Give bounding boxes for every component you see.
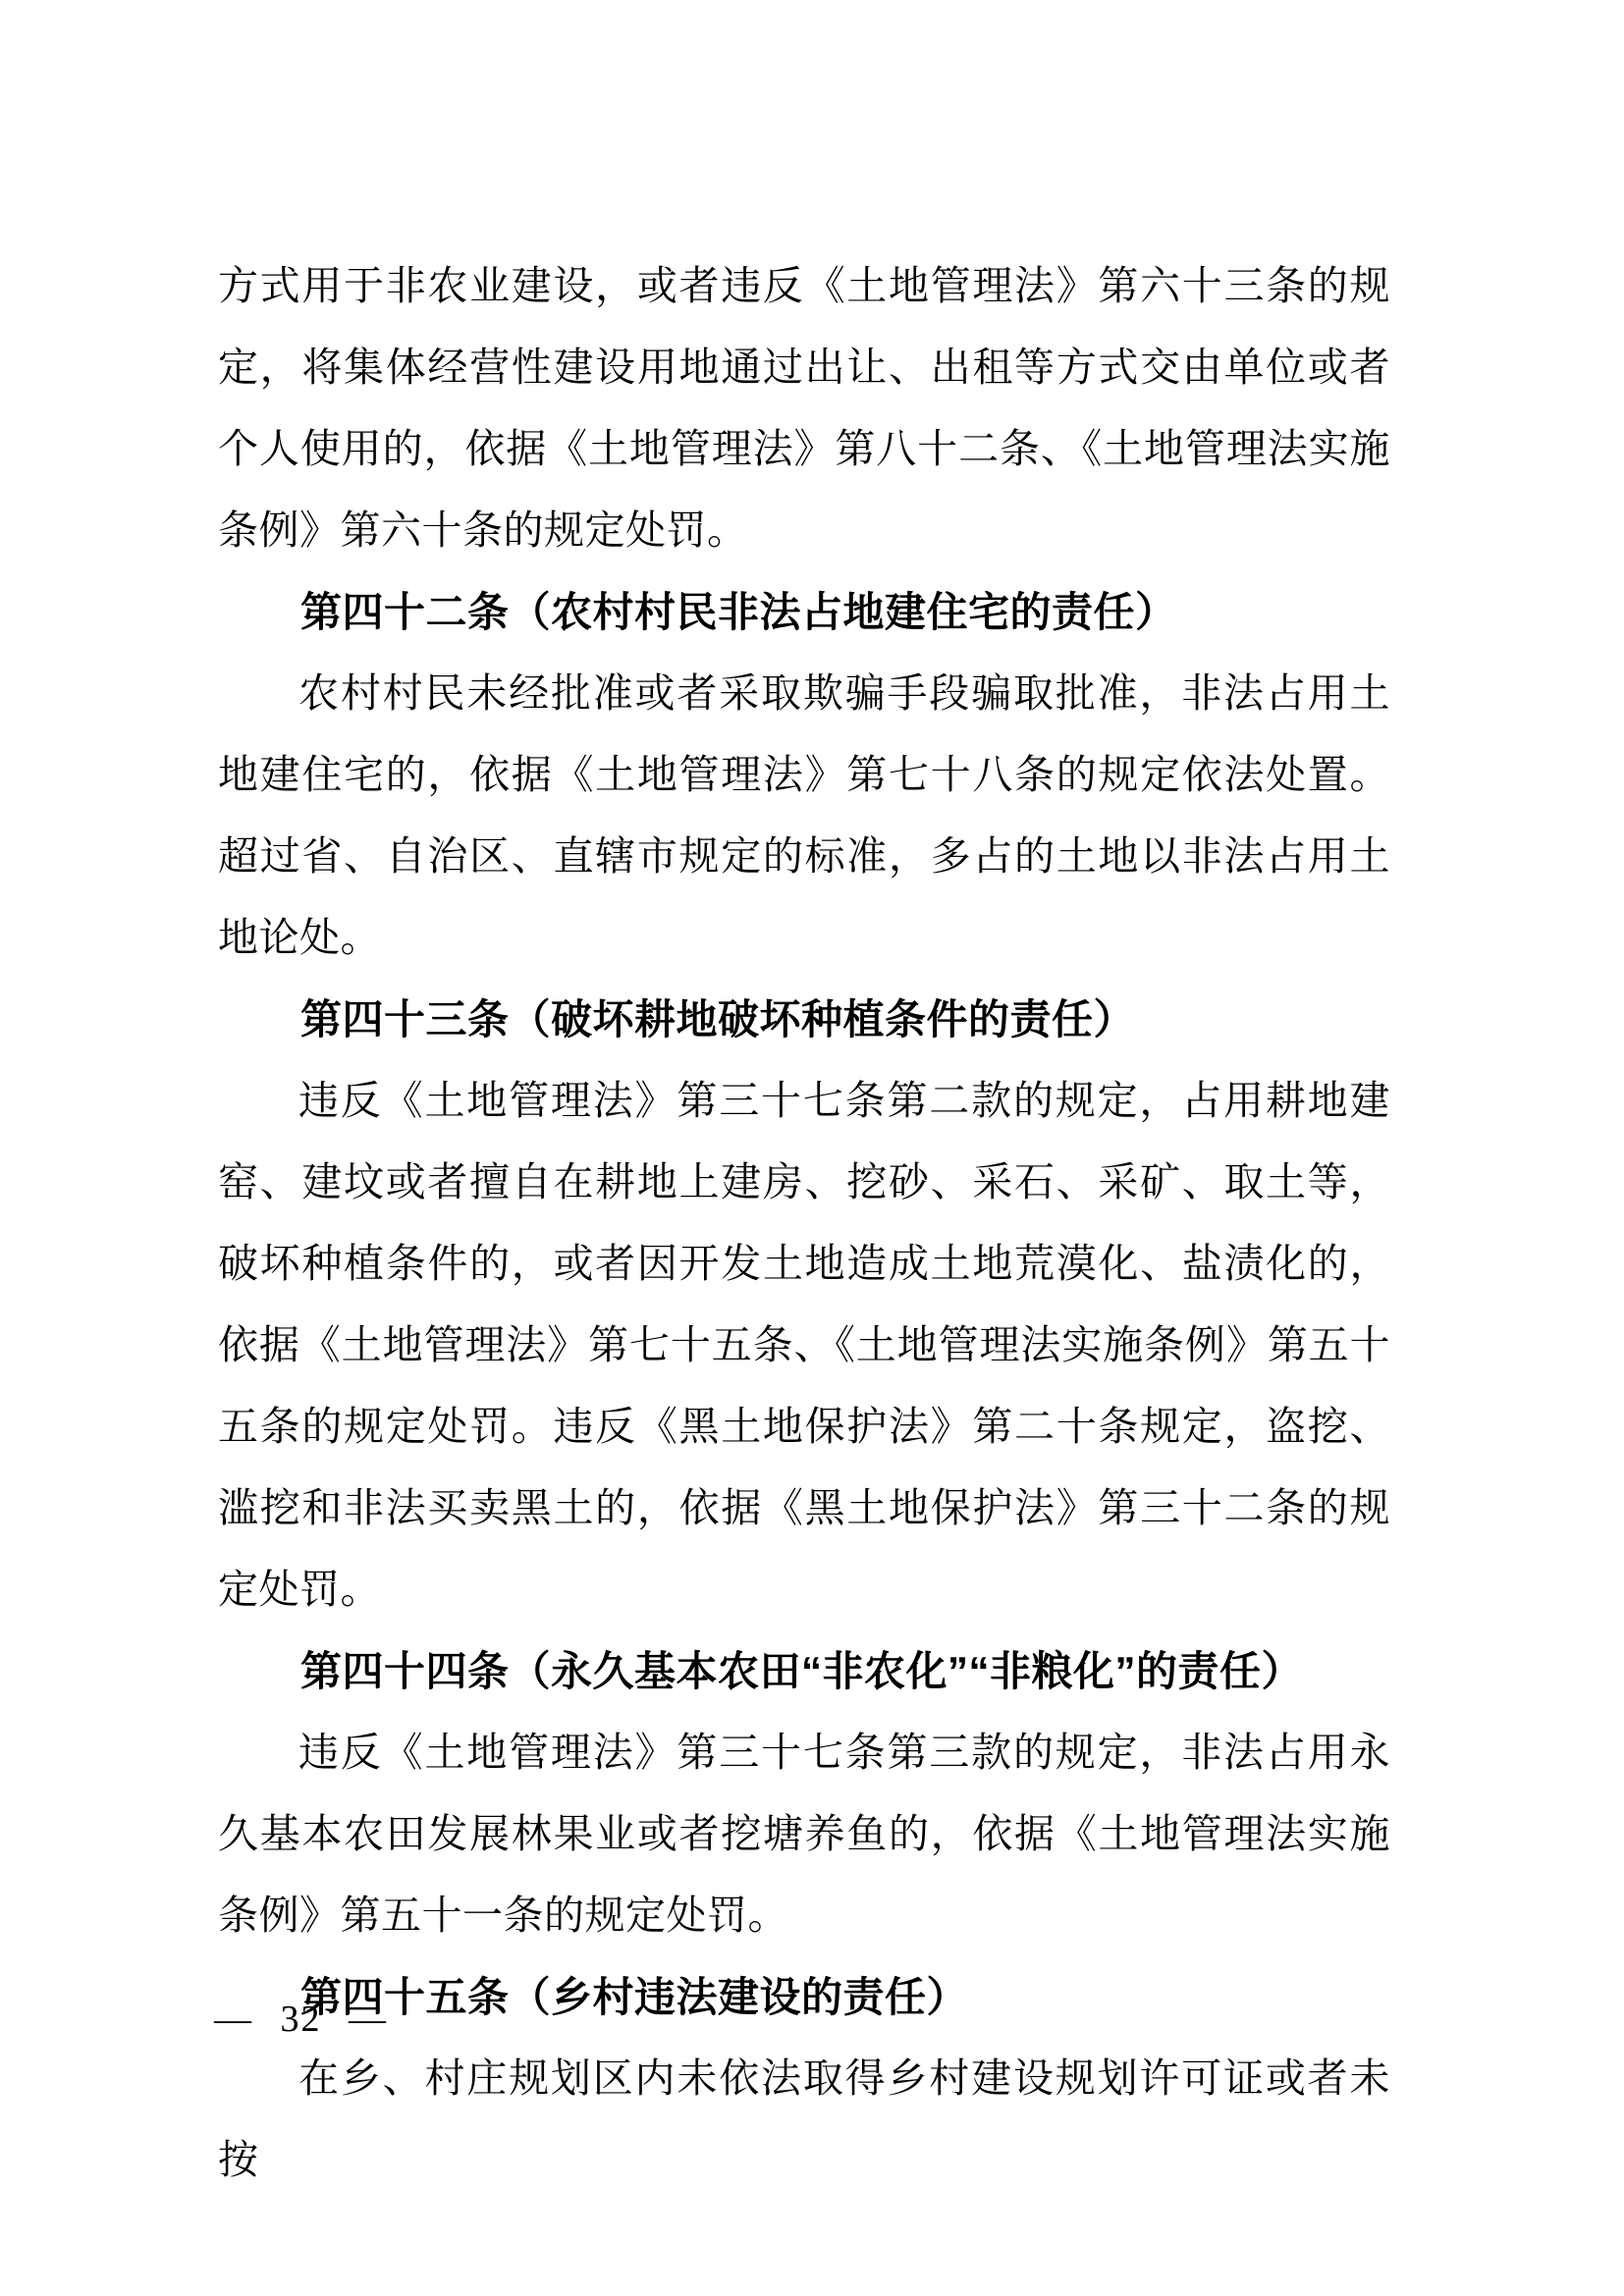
article-heading-42: 第四十二条（农村村民非法占地建住宅的责任）: [300, 589, 1177, 635]
body-paragraph-continued: 方式用于非农业建设，或者违反《土地管理法》第六十三条的规定，将集体经营性建设用地通过出让、出租等方式交由单位或者个人使用的，依据《土地管理法》第八十二条、《土地管理法实施条例》第六十条的规定处罚。: [218, 263, 1390, 553]
article-heading-44: 第四十四条（永久基本农田“非农化”“非粮化”的责任）: [300, 1648, 1304, 1694]
body-paragraph: 农村村民未经批准或者采取欺骗手段骗取批准，非法占用土地建住宅的，依据《土地管理法》第七十八条的规定依法处置。超过省、自治区、直辖市规定的标准，多占的土地以非法占用土地论处。: [218, 670, 1390, 960]
body-paragraph: 在乡、村庄规划区内未依法取得乡村建设规划许可证或者未按: [218, 2056, 1390, 2182]
article-heading-43: 第四十三条（破坏耕地破坏种植条件的责任）: [300, 996, 1136, 1042]
article-heading-45: 第四十五条（乡村违法建设的责任）: [300, 1974, 969, 2020]
document-text-block: [218, 245, 1390, 2201]
page-number: — 32 —: [214, 1999, 388, 2040]
body-paragraph: 违反《土地管理法》第三十七条第二款的规定，占用耕地建窑、建坟或者擅自在耕地上建房、挖砂、采石、采矿、取土等，破坏种植条件的，或者因开发土地造成土地荒漠化、盐渍化的，依据《土地管理法》第七十五条、《土地管理法实施条例》第五十五条的规定处罚。违反《黑土地保护法》第二十条规定，盗挖、滥挖和非法买卖黑土的，依据《黑土地保护法》第三十二条的规定处罚。: [218, 1078, 1390, 1612]
body-paragraph: 违反《土地管理法》第三十七条第三款的规定，非法占用永久基本农田发展林果业或者挖塘养鱼的，依据《土地管理法实施条例》第五十一条的规定处罚。: [218, 1730, 1390, 1938]
